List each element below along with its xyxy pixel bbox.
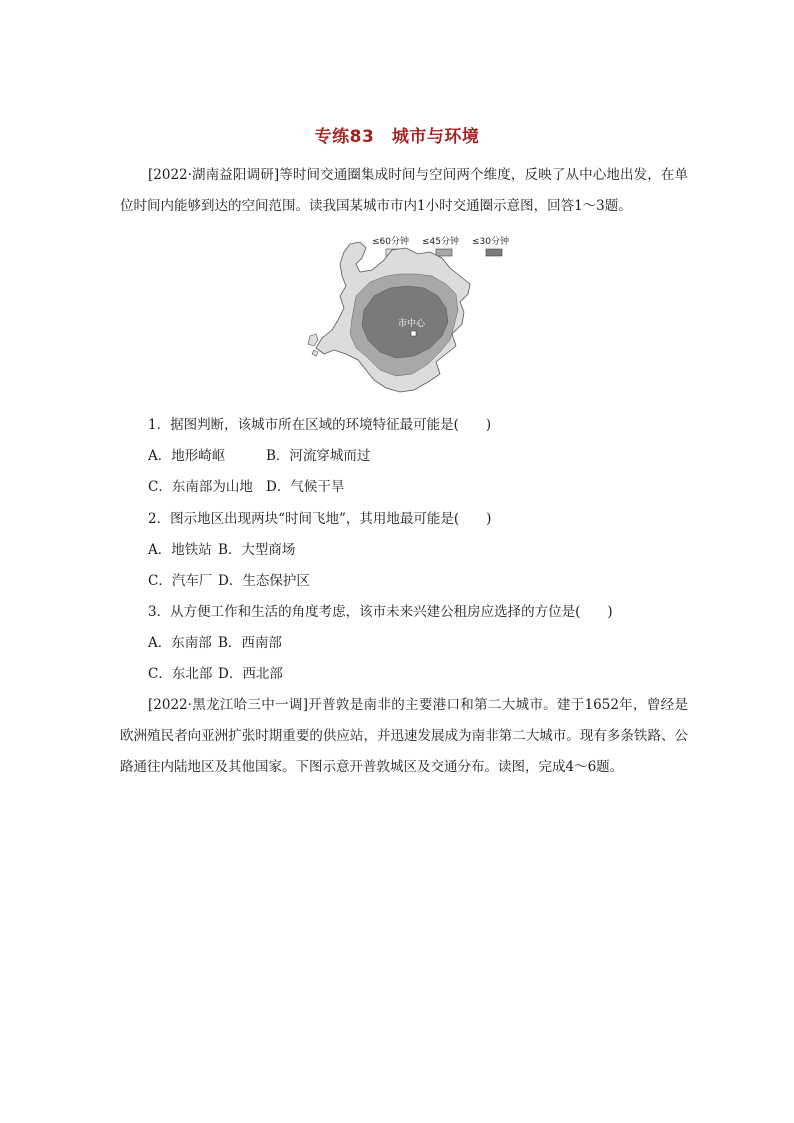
intro-paragraph-2: [2022·黑龙江哈三中一调]开普敦是南非的主要港口和第二大城市。建于1652年，曾经是欧洲殖民者向亚洲扩张时期重要的供应站，并迅速发展成为南非第二大城市。现有多条铁路、公路通往内陆地区及其他国家。下图示意开普敦城区及交通分布。读图，完成4～6题。 bbox=[120, 697, 688, 775]
question-3-options-row-2 bbox=[148, 662, 283, 682]
intro-paragraph-1: [2022·湖南益阳调研]等时间交通圈集成时间与空间两个维度，反映了从中心地出发，在单位时间内能够到达的空间范围。读我国某城市市内1小时交通圈示意图，回答1～3题。 bbox=[120, 167, 688, 214]
city-center-label: 市中心 bbox=[398, 319, 426, 329]
question-1-option-d: D．气候干旱 bbox=[266, 479, 345, 495]
question-2-option-b: B．大型商场 bbox=[218, 542, 296, 558]
question-3-option-b: B．西南部 bbox=[218, 635, 282, 651]
question-3-stem: 3．从方便工作和生活的角度考虑，该市未来兴建公租房应选择的方位是( ) bbox=[148, 604, 613, 620]
question-2-options-row-2 bbox=[148, 569, 310, 589]
question-2-stem: 2．图示地区出现两块“时间飞地”，其用地最可能是( ) bbox=[148, 511, 492, 527]
question-3-options-row-1 bbox=[148, 631, 282, 651]
question-1-option-b: B．河流穿城而过 bbox=[266, 448, 371, 464]
city-center-marker bbox=[411, 331, 416, 336]
question-2-option-a: A．地铁站 bbox=[148, 542, 212, 558]
question-1-stem: 1．据图判断，该城市所在区域的环境特征最可能是( ) bbox=[148, 417, 492, 433]
legend-label-60: ≤60分钟 bbox=[372, 237, 409, 247]
question-3-option-c: C．东北部 bbox=[148, 666, 213, 682]
legend-swatch-45 bbox=[436, 249, 452, 256]
question-1-option-a: A．地形崎岖 bbox=[148, 448, 226, 464]
question-2-options-row-1 bbox=[148, 538, 295, 558]
question-1-options-row-2 bbox=[148, 475, 344, 495]
question-1-options-row-1 bbox=[148, 444, 370, 464]
question-1-option-c: C．东南部为山地 bbox=[148, 479, 253, 495]
page-title: 专练83 城市与环境 bbox=[314, 127, 480, 147]
question-3-option-a: A．东南部 bbox=[148, 635, 212, 651]
legend-label-45: ≤45分钟 bbox=[422, 237, 459, 247]
legend-label-30: ≤30分钟 bbox=[472, 237, 509, 247]
islet bbox=[308, 334, 318, 346]
question-3-option-d: D．西北部 bbox=[218, 666, 283, 682]
question-2-option-d: D．生态保护区 bbox=[218, 573, 310, 589]
traffic-circle-map bbox=[300, 230, 520, 400]
legend-swatch-30 bbox=[486, 249, 502, 256]
islet-2 bbox=[312, 350, 318, 356]
question-2-option-c: C．汽车厂 bbox=[148, 573, 213, 589]
